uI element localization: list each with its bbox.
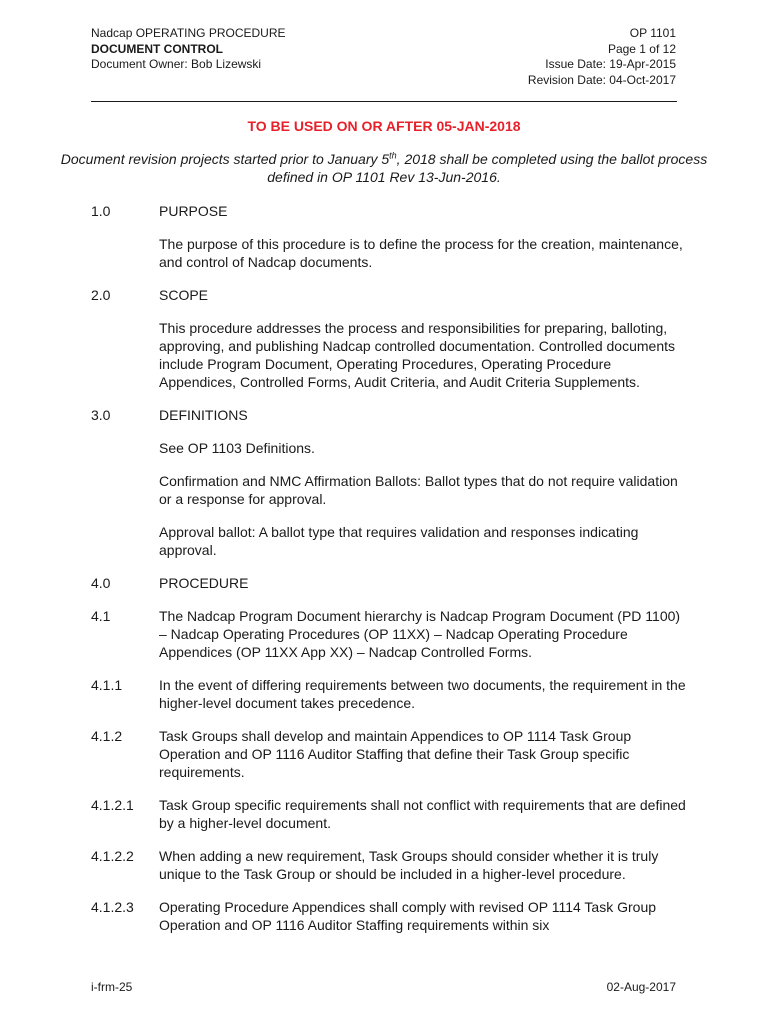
section-number: 4.1 [91, 608, 111, 624]
section-4-1 [91, 607, 691, 661]
section-paragraph: Approval ballot: A ballot type that requires validation and responses indicating approval. [159, 524, 639, 558]
section-3-0 [91, 406, 691, 559]
section-heading: SCOPE [159, 287, 209, 303]
section-number: 4.1.2 [91, 728, 123, 744]
footer-date: 02-Aug-2017 [606, 980, 676, 994]
document-body [91, 202, 691, 949]
header-document-owner: Document Owner: Bob Lizewski [91, 57, 262, 71]
section-paragraph: Confirmation and NMC Affirmation Ballots: Ballot types that do not require validation or a response for approval. [159, 473, 678, 507]
section-paragraph: Task Groups shall develop and maintain Appendices to OP 1114 Task Group Operation and OP 1116 Auditor Staffing that define their Task Group specific requirements. [159, 728, 632, 780]
header-program-title: Nadcap OPERATING PROCEDURE [91, 26, 286, 40]
intro-note [60, 150, 708, 186]
footer-form-id: i-frm-25 [91, 980, 133, 994]
section-number: 4.1.1 [91, 677, 123, 693]
section-number: 1.0 [91, 203, 111, 219]
section-paragraph: The Nadcap Program Document hierarchy is Nadcap Program Document (PD 1100) – Nadcap Operating Procedures (OP 11XX) – Nadcap Operating Procedure Appendices (OP 11XX App XX) – Nadcap Controlled Forms. [159, 608, 681, 660]
intro-text-end: , 2018 shall be completed using the ballot process defined in OP 1101 Rev 13-Jun-2016. [267, 151, 708, 185]
section-paragraph: PROCEDURE [159, 575, 249, 591]
effective-date-notice: TO BE USED ON OR AFTER 05-JAN-2018 [247, 118, 521, 134]
section-4-1-1 [91, 676, 691, 712]
header-left [91, 26, 286, 73]
header-issue-date: Issue Date: 19-Apr-2015 [545, 57, 676, 71]
header-revision-date: Revision Date: 04-Oct-2017 [527, 72, 676, 87]
intro-text-start: Document revision projects started prior to January 5 [60, 151, 390, 167]
header-doc-number: OP 1101 [629, 26, 676, 40]
section-paragraph: See OP 1103 Definitions. [159, 440, 315, 456]
section-2-0 [91, 286, 691, 391]
section-heading: DEFINITIONS [159, 407, 248, 423]
section-paragraph: This procedure addresses the process and responsibilities for preparing, balloting, approving, and publishing Nadcap controlled documentation. Controlled documents include Program Document, Operating Procedures, Operating Procedure Appendices, Controlled Forms, Audit Criteria, and Audit Criteria Supplements. [159, 320, 675, 390]
section-paragraph: Task Group specific requirements shall not conflict with requirements that are defined by a higher-level document. [159, 797, 686, 831]
section-4-1-2 [91, 727, 691, 781]
section-1-0 [91, 202, 691, 271]
section-4-1-2-2 [91, 847, 691, 883]
section-number: 4.1.2.3 [91, 899, 134, 915]
section-number: 4.0 [91, 575, 111, 591]
section-number: 4.1.2.2 [91, 848, 134, 864]
header-page-number: Page 1 of 12 [607, 41, 676, 56]
section-4-0 [91, 574, 691, 592]
section-paragraph: When adding a new requirement, Task Groups should consider whether it is truly unique to the Task Group or should be included in a higher-level procedure. [159, 848, 659, 882]
section-number: 2.0 [91, 287, 111, 303]
section-4-1-2-1 [91, 796, 691, 832]
section-4-1-2-3 [91, 898, 691, 934]
section-number: 4.1.2.1 [91, 797, 134, 813]
intro-ordinal-suffix: th [389, 150, 397, 161]
header-document-title: DOCUMENT CONTROL [91, 41, 223, 56]
section-paragraph: Operating Procedure Appendices shall comply with revised OP 1114 Task Group Operation and OP 1116 Auditor Staffing requirements within six [159, 899, 657, 933]
section-heading: PURPOSE [159, 203, 228, 219]
header-right [528, 26, 676, 88]
section-paragraph: In the event of differing requirements between two documents, the requirement in the higher-level document takes precedence. [159, 677, 686, 711]
section-paragraph: The purpose of this procedure is to define the process for the creation, maintenance, and control of Nadcap documents. [159, 236, 683, 270]
header-divider [91, 101, 677, 102]
section-number: 3.0 [91, 407, 111, 423]
